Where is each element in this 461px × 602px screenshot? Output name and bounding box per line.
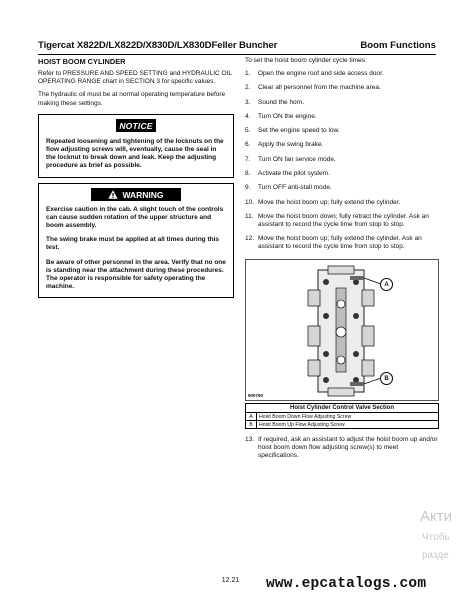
valve-figure bbox=[245, 259, 439, 401]
warning-text-3: Be aware of other personnel in the area. Verify that no one is standing near the attachment during these procedures. The operator is responsible for safety operating the machine. bbox=[46, 258, 226, 291]
activation-watermark-line-1: Акти bbox=[420, 508, 452, 525]
step-item: 4. Turn ON the engine. bbox=[245, 112, 317, 120]
notice-box bbox=[38, 114, 234, 178]
page-header-title: Tigercat X822D/LX822D/X830D/LX830DFeller Buncher bbox=[38, 40, 278, 51]
page-header-section: Boom Functions bbox=[360, 40, 436, 51]
step-item: 6. Apply the swing brake. bbox=[245, 141, 324, 149]
callout-b: B bbox=[380, 372, 393, 385]
table-row: A Hoist Boom Down Flow Adjusting Screw bbox=[246, 413, 439, 421]
header-rule bbox=[38, 54, 436, 55]
warning-label-text: WARNING bbox=[122, 189, 164, 200]
step-item: 11. Move the hoist boom down; fully retract the cylinder. Ask an assistant to record the cycle time from stop to stop. bbox=[245, 212, 429, 228]
section-title: HOIST BOOM CYLINDER bbox=[38, 57, 126, 66]
table-row: B Hoist Boom Up Flow Adjusting Screw bbox=[246, 421, 439, 429]
step-item: 7. Turn ON fan service mode. bbox=[245, 155, 336, 163]
activation-watermark-line-3: разде bbox=[422, 550, 449, 561]
procedure-steps bbox=[245, 70, 439, 251]
step-item: 1. Open the engine roof and side access door. bbox=[245, 70, 384, 77]
step-item: 3. Sound the horn. bbox=[245, 98, 305, 106]
activation-watermark-line-2: Чтобь bbox=[422, 532, 450, 543]
step-item: 2. Clear all personnel from the machine area. bbox=[245, 84, 381, 92]
step-item: 13. If required, ask an assistant to adjust the hoist boom up and/or hoist boom down flow adjusting screw(s) to meet specifications. bbox=[245, 436, 438, 460]
control-valve-drawing bbox=[246, 260, 438, 400]
step-item: 5. Set the engine speed to low. bbox=[245, 127, 340, 135]
table-caption: Hoist Cylinder Control Valve Section bbox=[246, 404, 439, 413]
step-item: 10. Move the hoist boom up; fully extend the cylinder. bbox=[245, 198, 401, 206]
left-column bbox=[38, 57, 234, 303]
warning-text-2: The swing brake must be applied at all times during this test. bbox=[46, 236, 220, 252]
valve-legend-table bbox=[245, 403, 439, 429]
intro-paragraph: Refer to PRESSURE AND SPEED SETTING and HYDRAULIC OIL OPERATING RANGE chart in SECTION 3 for specific values. bbox=[38, 70, 232, 86]
page-number: 12.21 bbox=[221, 577, 240, 584]
figure-code: 900790 bbox=[248, 393, 264, 399]
procedure-intro: To set the hoist boom cylinder cycle times: bbox=[245, 57, 367, 64]
temperature-paragraph: The hydraulic oil must be at normal operating temperature before making these settings. bbox=[38, 91, 226, 107]
step-item: 8. Activate the pilot system. bbox=[245, 170, 330, 178]
callout-a: A bbox=[380, 278, 393, 291]
notice-text: Repeated loosening and tightening of the locknuts on the flow adjusting screws will, eventually, cause the seal in the locknut to break down and leak. Keep the adjusting procedure as brief as possible. bbox=[46, 137, 224, 170]
notice-label: NOTICE bbox=[116, 119, 156, 132]
warning-text-1: Exercise caution in the cab. A slight touch of the controls can cause sudden rotation of the upper structure and boom assembly. bbox=[46, 205, 224, 230]
site-watermark: www.epcatalogs.com bbox=[266, 576, 427, 592]
warning-box bbox=[38, 183, 234, 299]
warning-label bbox=[91, 188, 181, 201]
step-item: 12. Move the hoist boom up; fully extend the cylinder. Ask an assistant to record the cycle time from stop to stop. bbox=[245, 235, 422, 251]
warning-triangle-icon bbox=[108, 190, 118, 199]
right-column bbox=[245, 57, 439, 467]
step-item: 9. Turn OFF anti-stall mode. bbox=[245, 184, 332, 192]
